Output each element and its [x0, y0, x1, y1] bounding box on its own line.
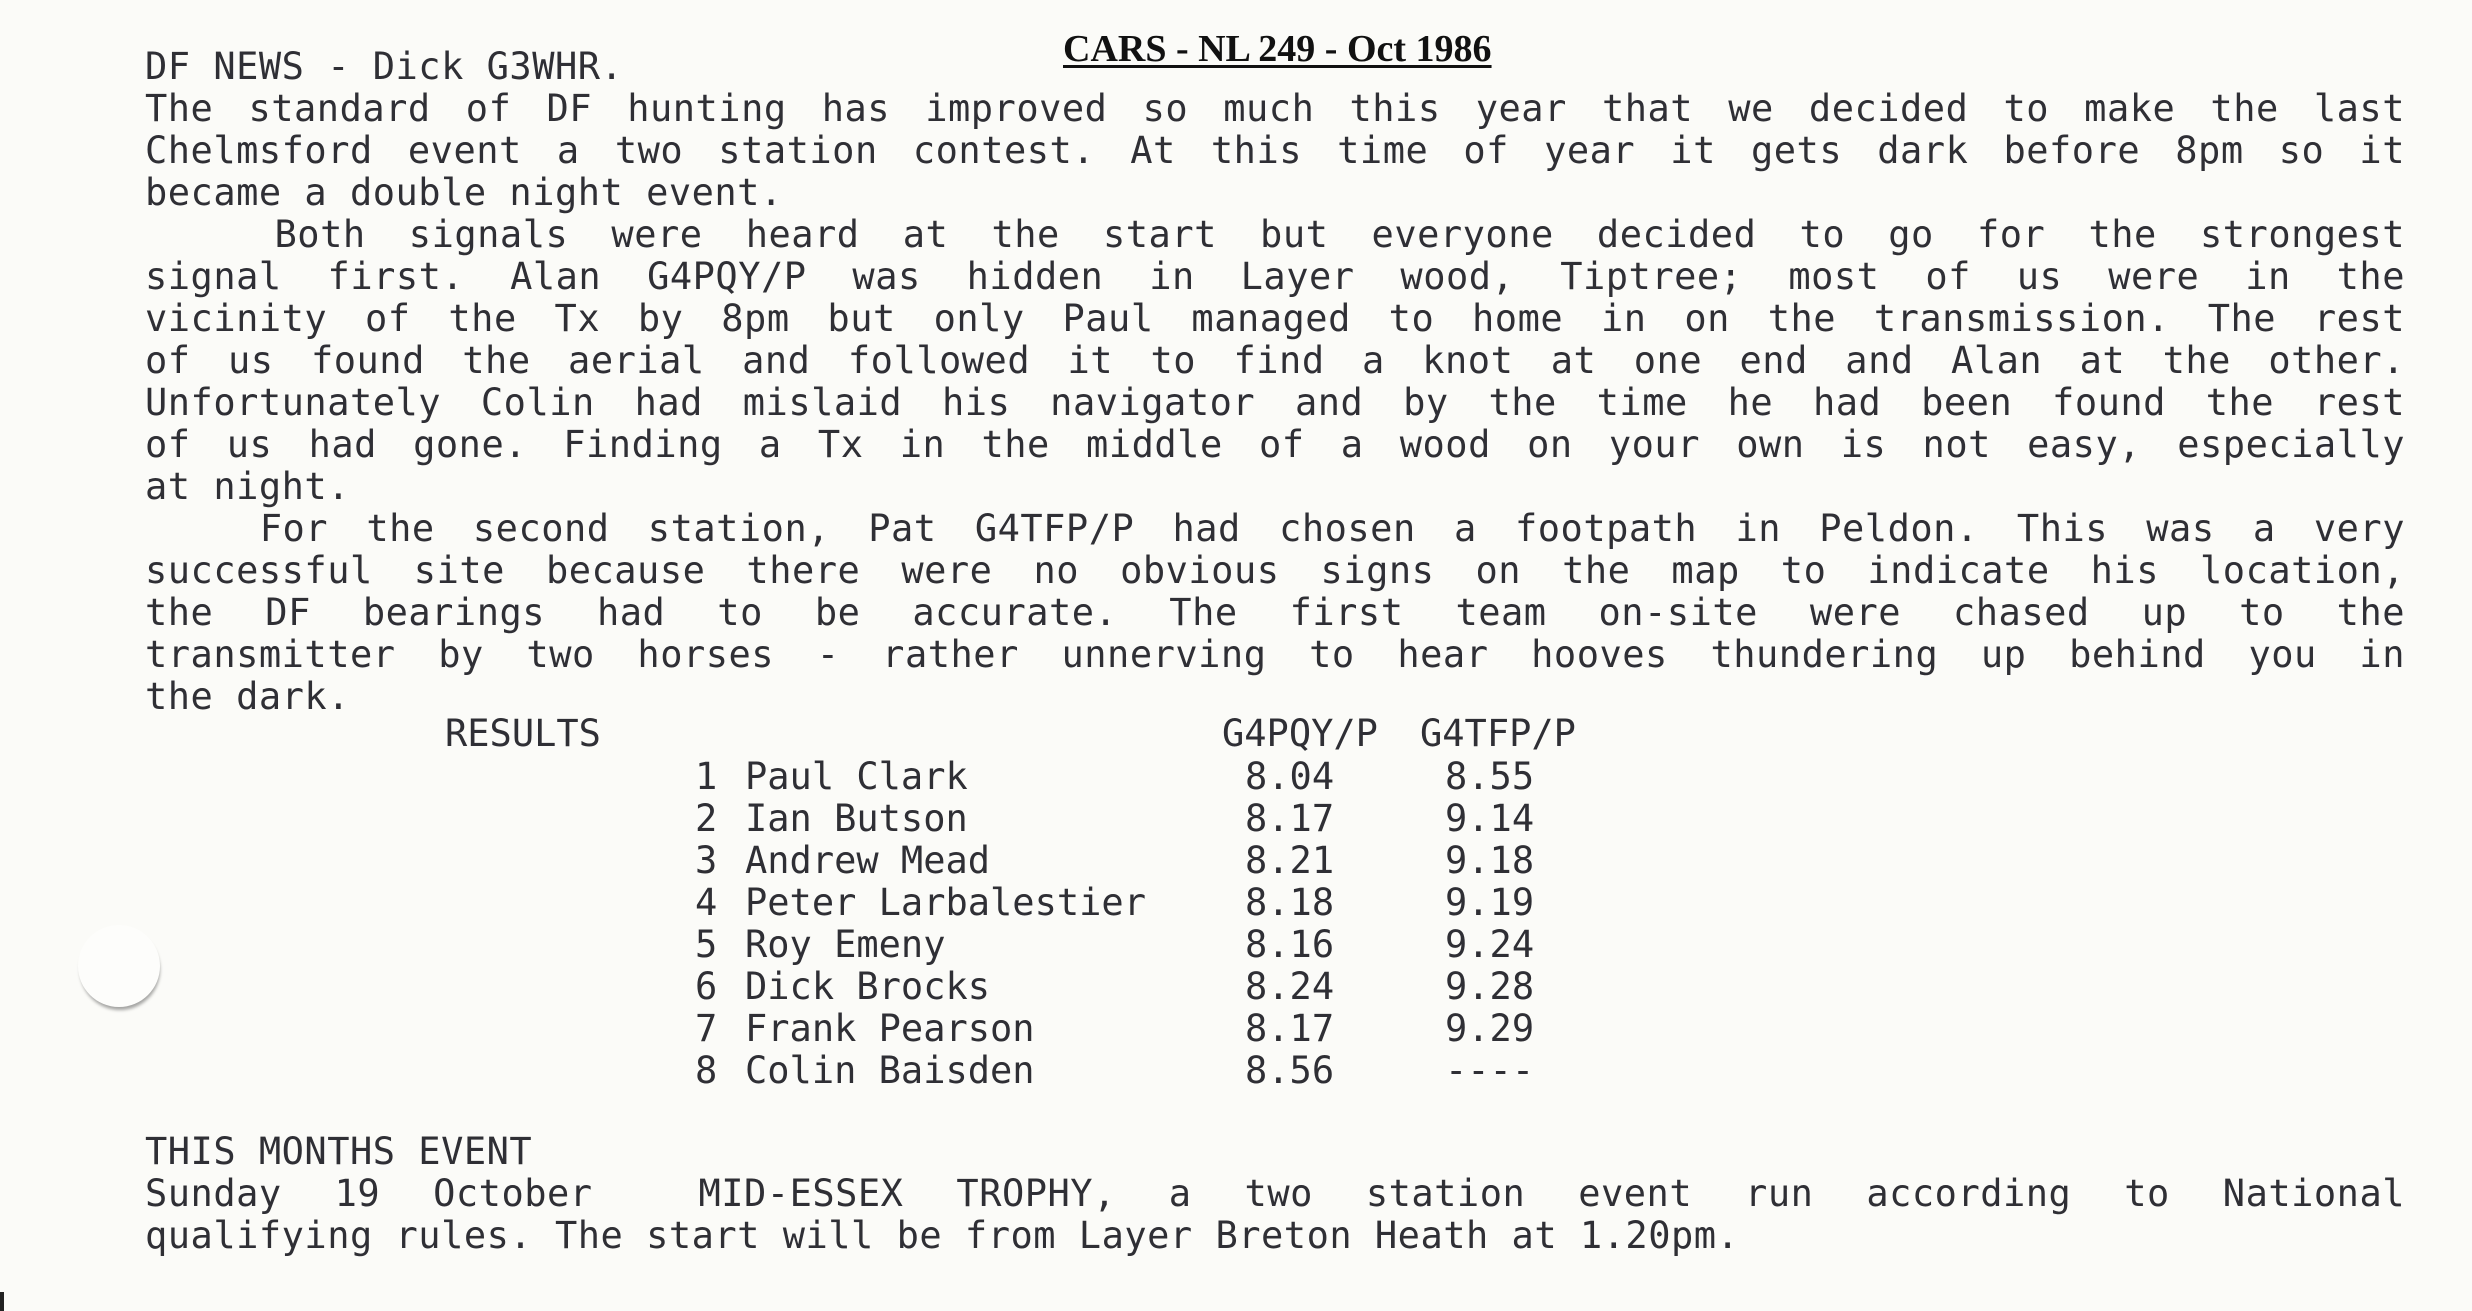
time-station-1: 8.24 [1245, 965, 1335, 1008]
time-station-2: 8.55 [1445, 755, 1535, 798]
event-heading: THIS MONTHS EVENT [145, 1130, 533, 1173]
competitor-name: Andrew Mead [745, 839, 991, 882]
competitor-name: Ian Butson [745, 797, 968, 840]
position: 7 [695, 1007, 718, 1050]
time-station-1: 8.56 [1245, 1049, 1335, 1092]
competitor-name: Paul Clark [745, 755, 968, 798]
position: 2 [695, 797, 718, 840]
article-line: successful site because there were no obvious signs on the map to indicate his location, [145, 549, 2405, 592]
article-line: vicinity of the Tx by 8pm but only Paul managed to home in on the transmission. The rest [145, 297, 2405, 340]
position: 5 [695, 923, 718, 966]
competitor-name: Dick Brocks [745, 965, 991, 1008]
article-line: transmitter by two horses - rather unnerving to hear hooves thundering up behind you in [145, 633, 2405, 676]
article-line: signal first. Alan G4PQY/P was hidden in Layer wood, Tiptree; most of us were in the [145, 255, 2405, 298]
article-line: at night. [145, 465, 350, 508]
position: 3 [695, 839, 718, 882]
article-line: became a double night event. [145, 171, 783, 214]
newsletter-title: CARS - NL 249 - Oct 1986 [1063, 28, 1492, 70]
column-header: G4TFP/P [1420, 712, 1576, 755]
punch-hole [78, 925, 160, 1007]
competitor-name: Frank Pearson [745, 1007, 1035, 1050]
time-station-1: 8.21 [1245, 839, 1335, 882]
position: 8 [695, 1049, 718, 1092]
competitor-name: Roy Emeny [745, 923, 946, 966]
scan-edge-mark [0, 1292, 4, 1311]
article-line: the DF bearings had to be accurate. The first team on-site were chased up to the [145, 591, 2405, 634]
position: 1 [695, 755, 718, 798]
event-line: Sunday 19 October MID-ESSEX TROPHY, a two station event run according to National [145, 1172, 2405, 1215]
time-station-2: 9.29 [1445, 1007, 1535, 1050]
article-byline: DF NEWS - Dick G3WHR. [145, 45, 624, 88]
competitor-name: Peter Larbalestier [745, 881, 1146, 924]
time-station-2: ---- [1445, 1049, 1535, 1092]
time-station-1: 8.16 [1245, 923, 1335, 966]
article-line: For the second station, Pat G4TFP/P had chosen a footpath in Peldon. This was a very [145, 507, 2405, 550]
event-line: qualifying rules. The start will be from Layer Breton Heath at 1.20pm. [145, 1214, 1740, 1257]
position: 4 [695, 881, 718, 924]
article-line: of us found the aerial and followed it to find a knot at one end and Alan at the other. [145, 339, 2405, 382]
time-station-1: 8.18 [1245, 881, 1335, 924]
article-line: the dark. [145, 675, 350, 718]
article-line: of us had gone. Finding a Tx in the middle of a wood on your own is not easy, especially [145, 423, 2405, 466]
time-station-2: 9.14 [1445, 797, 1535, 840]
column-header: G4PQY/P [1222, 712, 1378, 755]
time-station-1: 8.17 [1245, 797, 1335, 840]
time-station-1: 8.04 [1245, 755, 1335, 798]
time-station-2: 9.19 [1445, 881, 1535, 924]
article-line: Both signals were heard at the start but everyone decided to go for the strongest [145, 213, 2405, 256]
competitor-name: Colin Baisden [745, 1049, 1035, 1092]
time-station-1: 8.17 [1245, 1007, 1335, 1050]
time-station-2: 9.24 [1445, 923, 1535, 966]
time-station-2: 9.28 [1445, 965, 1535, 1008]
article-line: The standard of DF hunting has improved so much this year that we decided to make the last [145, 87, 2405, 130]
results-heading: RESULTS [445, 712, 601, 755]
time-station-2: 9.18 [1445, 839, 1535, 882]
position: 6 [695, 965, 718, 1008]
article-line: Unfortunately Colin had mislaid his navigator and by the time he had been found the rest [145, 381, 2405, 424]
article-line: Chelmsford event a two station contest. At this time of year it gets dark before 8pm so it [145, 129, 2405, 172]
